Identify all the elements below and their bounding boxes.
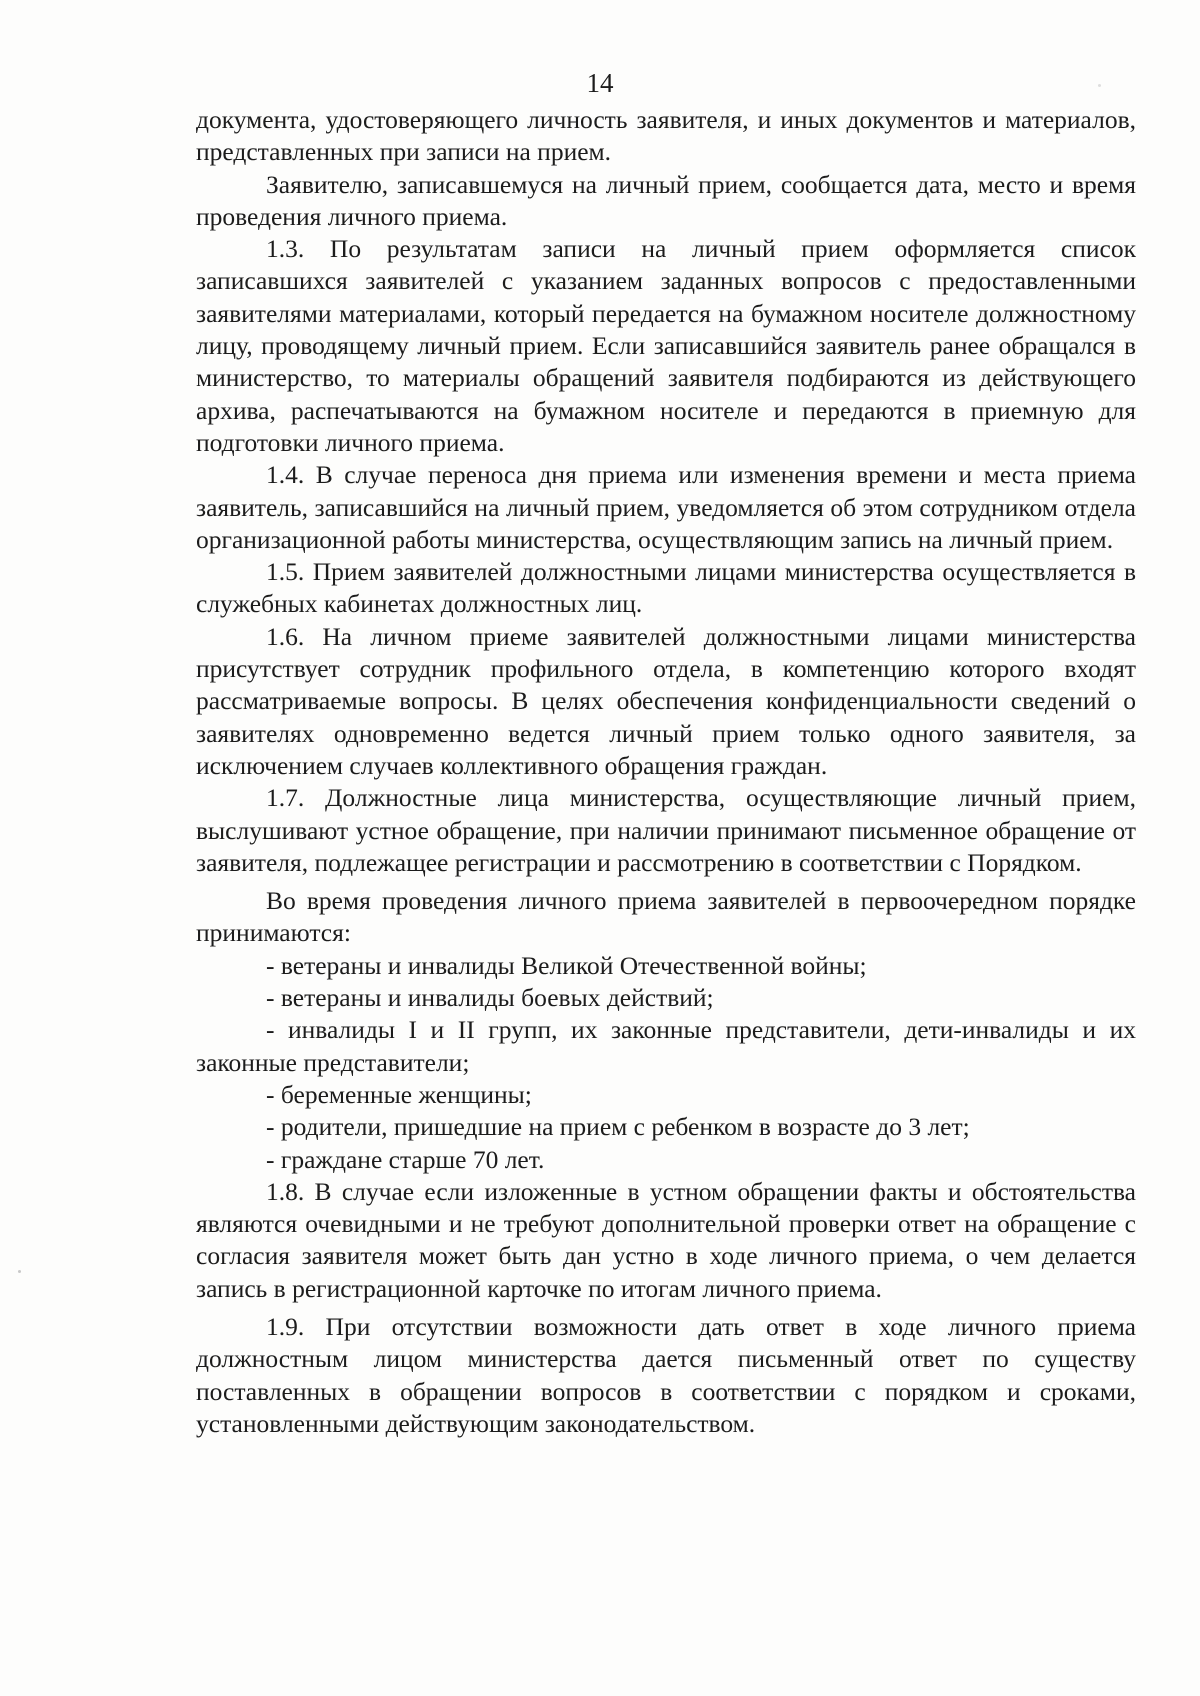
paragraph-continuation: документа, удостоверяющего личность заявителя, и иных документов и материалов, представленных при записи на прием. [196,105,1136,167]
document-body [196,104,1136,1440]
paragraph-1-4: 1.4. В случае переноса дня приема или изменения времени и места приема заявитель, записавшийся на личный прием, уведомляется об этом сотрудником отдела организационной работы министерства, осуществляющим запись на личный прием. [196,460,1136,554]
paragraph-1-7: 1.7. Должностные лица министерства, осуществляющие личный прием, выслушивают устное обращение, при наличии принимают письменное обращение от заявителя, подлежащее регистрации и рассмотрению в соответствии с Порядком. [196,783,1136,877]
list-item: - родители, пришедшие на прием с ребенком в возрасте до 3 лет; [266,1112,970,1142]
paragraph-1-9: 1.9. При отсутствии возможности дать ответ в ходе личного приема должностным лицом министерства дается письменный ответ по существу поставленных в обращении вопросов в соответствии с порядком и сроками, установленными действующим законодательством. [196,1311,1136,1438]
page-number: 14 [586,68,614,98]
list-item: - беременные женщины; [266,1079,532,1109]
list-item: - граждане старше 70 лет. [266,1144,545,1174]
paragraph-notice: Заявителю, записавшемуся на личный прием, сообщается дата, место и время проведения личного приема. [196,169,1136,231]
list-item: - ветераны и инвалиды Великой Отечественной войны; [266,950,867,980]
paragraph-1-8: 1.8. В случае если изложенные в устном обращении факты и обстоятельства являются очевидными и не требуют дополнительной проверки ответ на обращение с согласия заявителя может быть дан устно в ходе личного приема, о чем делается запись в регистрационной карточке по итогам личного приема. [196,1176,1136,1303]
scan-artifact [1098,84,1101,87]
paragraph-1-5: 1.5. Прием заявителей должностными лицами министерства осуществляется в служебных кабинетах должностных лиц. [196,557,1136,619]
paragraph-1-3: 1.3. По результатам записи на личный прием оформляется список записавшихся заявителей с указанием заданных вопросов с предоставленными заявителями материалами, который передается на бумажном носителе должностному лицу, проводящему личный прием. Если записавшийся заявитель ранее обращался в министерство, то материалы обращений заявителя подбираются из действующего архива, распечатываются на бумажном носителе и передаются в приемную для подготовки личного приема. [196,234,1136,457]
paragraph-priority-intro: Во время проведения личного приема заявителей в первоочередном порядке принимаются: [196,886,1136,948]
list-item: - ветераны и инвалиды боевых действий; [266,983,714,1013]
scan-artifact [18,1270,21,1273]
paragraph-1-6: 1.6. На личном приеме заявителей должностными лицами министерства присутствует сотрудник профильного отдела, в компетенцию которого входят рассматриваемые вопросы. В целях обеспечения конфиденциальности сведений о заявителях одновременно ведется личный прием только одного заявителя, за исключением случаев коллективного обращения граждан. [196,621,1136,780]
list-item: - инвалиды I и II групп, их законные представители, дети-инвалиды и их законные представители; [196,1015,1136,1077]
